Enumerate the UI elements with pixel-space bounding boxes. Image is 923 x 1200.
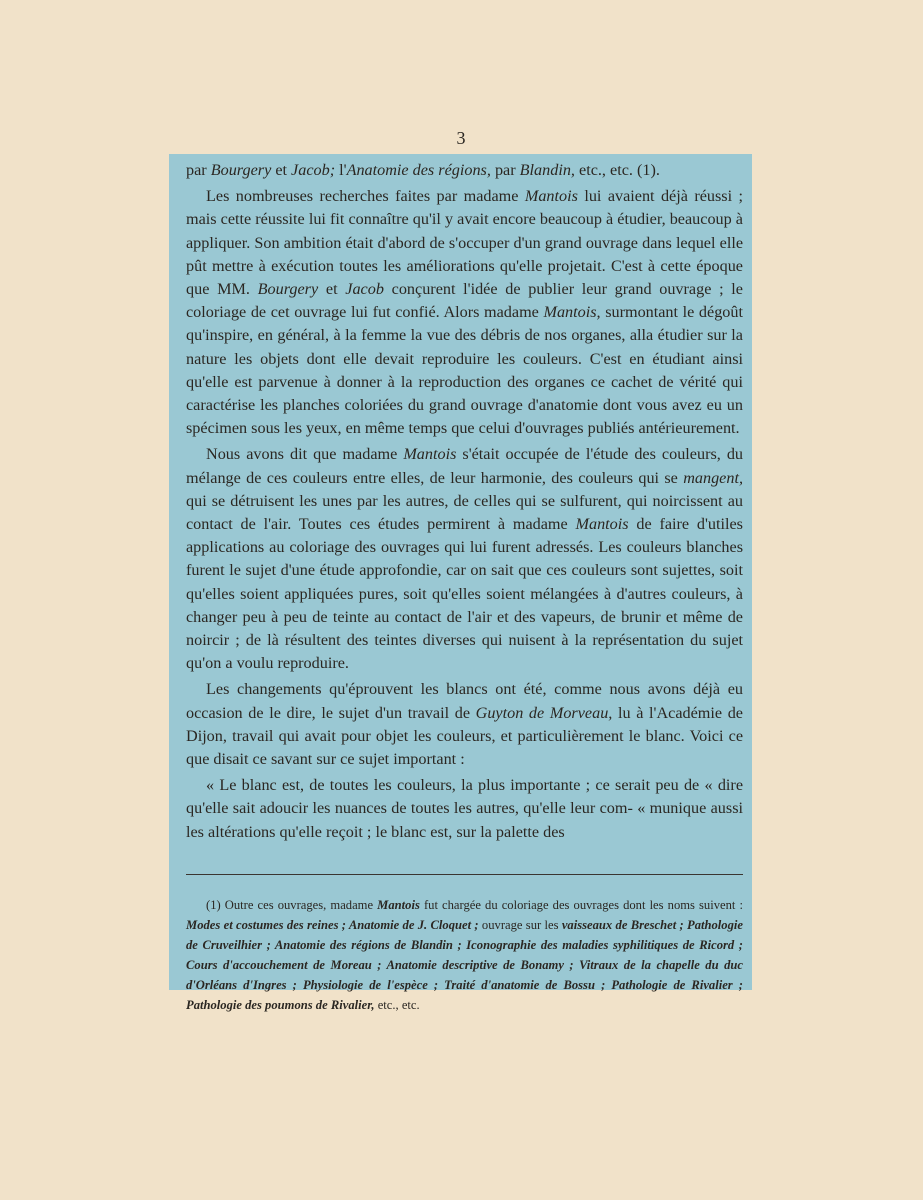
text-run: qui se détruisent les unes par les autres, de celles qui se sulfurent, qui noircissent au contact de l'air. Toutes ces études permirent à madame (186, 491, 743, 534)
italic-text: Bourgery (257, 280, 319, 299)
italic-text: Jacob (345, 280, 384, 299)
italic-text: Iconographie des maladies syphilitiques de Ricord ; Cours d'accouchement de Moreau ; Anatomie descriptive de Bonamy ; Vitraux de la chapelle du duc d'Orléans d'Ingres ; Physiologie de l'espèce ; Traité d'anatomie de Bossu ; Pathologie de Rivalier ; Pathologie des poumons de Rivalier, (186, 937, 743, 1012)
paragraph (186, 774, 743, 844)
text-block (169, 154, 752, 1012)
text-run: « Le blanc est, de toutes les couleurs, la plus importante ; ce serait peu de « dire qu'elle sait adoucir les nuances de toutes les autres, qu'elle leur com- « munique aussi les altérations qu'elle reçoit ; le blanc est, sur la palette des (186, 776, 743, 841)
footnote (186, 895, 743, 1015)
italic-text: Mantois (403, 445, 457, 464)
italic-text: Guyton de Morveau, (475, 703, 613, 722)
paragraph (186, 443, 743, 675)
text-run: conçurent l'idée de publier leur grand ouvrage ; le coloriage de cet ouvrage lui fut confié. Alors madame (186, 280, 743, 322)
text-run: et (318, 280, 346, 299)
text-run: lui avaient déjà réussi ; mais cette réussite lui fit connaître qu'il y avait encore beaucoup à étudier, beaucoup à appliquer. Son ambition était d'abord de s'occuper d'un grand ouvrage dans lequel elle pût mettre à exécution toutes les améliorations qu'elle projetait. C'est à cette époque que MM. (186, 187, 743, 299)
text-run: surmontant le dégoût qu'inspire, en général, à la femme la vue des débris de nos organes, alla étudier sur la nature les objets dont elle devait reproduire les couleurs. C'est en étudiant ainsi qu'elle est parvenue à donner à la reproduction des organes ce cachet de vérité qui caractérise les planches coloriées du grand ouvrage d'anatomie dont vous avez eu un spécimen sous les yeux, en même temps que celui d'ouvrages publiés antérieurement. (186, 303, 743, 438)
italic-text: Anatomie des régions, (346, 161, 491, 179)
text-run: Nous avons dit que madame (206, 445, 404, 464)
text-run: par (490, 161, 520, 179)
text-run: fut chargée du coloriage des ouvrages dont les noms suivent : (419, 897, 743, 912)
text-run: l' (335, 161, 347, 179)
text-run: (1) Outre ces ouvrages, madame (206, 897, 378, 912)
text-run: Les nombreuses recherches faites par madame (206, 187, 525, 206)
text-run: etc., etc. (1). (574, 161, 660, 179)
footnote-rule (186, 874, 743, 875)
paragraph (186, 185, 743, 440)
paragraph (186, 678, 743, 771)
page-number: 3 (456, 128, 467, 148)
text-run: par (186, 161, 211, 179)
italic-text: Mantois (377, 897, 420, 912)
text-run: etc., etc. (374, 997, 420, 1012)
text-run: s'était occupée de l'étude des couleurs, du mélange de ces couleurs entre elles, de leur harmonie, des couleurs qui se (186, 445, 744, 487)
text-run: Les changements qu'éprouvent les blancs ont été, comme nous avons déjà eu occasion de le dire, le sujet d'un travail de (186, 680, 743, 722)
italic-text: Bourgery (210, 161, 272, 179)
italic-text: mangent, (683, 468, 743, 487)
paragraph (186, 159, 743, 182)
italic-text: Mantois (575, 515, 629, 534)
italic-text: Modes et costumes des reines ; Anatomie de J. Cloquet ; (186, 917, 479, 932)
text-run: ouvrage sur les (478, 917, 562, 932)
main-text (186, 159, 743, 844)
italic-text: Mantois (524, 187, 578, 206)
text-run: lu à l'Académie de Dijon, travail qui avait pour objet les couleurs, et particulièrement le blanc. Voici ce que disait ce savant sur ce sujet important : (186, 703, 743, 769)
italic-text: Mantois, (543, 303, 601, 322)
italic-text: Jacob; (291, 161, 336, 179)
text-run: de faire d'utiles applications au coloriage des ouvrages qui lui furent adressés. Les couleurs blanches furent le sujet d'une étude approfondie, car on sait que ces couleurs sont sujettes, soit qu'elles soient appliquées pures, soit qu'elles soient mélangées à d'autres couleurs, à changer peu à peu de teinte au contact de l'air et des vapeurs, de brunir et même de noircir ; de là résultent des teintes diverses qui nuisent à la représentation du sujet qu'on a voulu reproduire. (186, 515, 743, 673)
italic-text: vaisseaux de Breschet ; Pathologie de Cruveilhier ; Anatomie des régions de Blandin ; (186, 917, 743, 952)
italic-text: Blandin, (519, 161, 575, 179)
text-run: et (271, 161, 292, 179)
